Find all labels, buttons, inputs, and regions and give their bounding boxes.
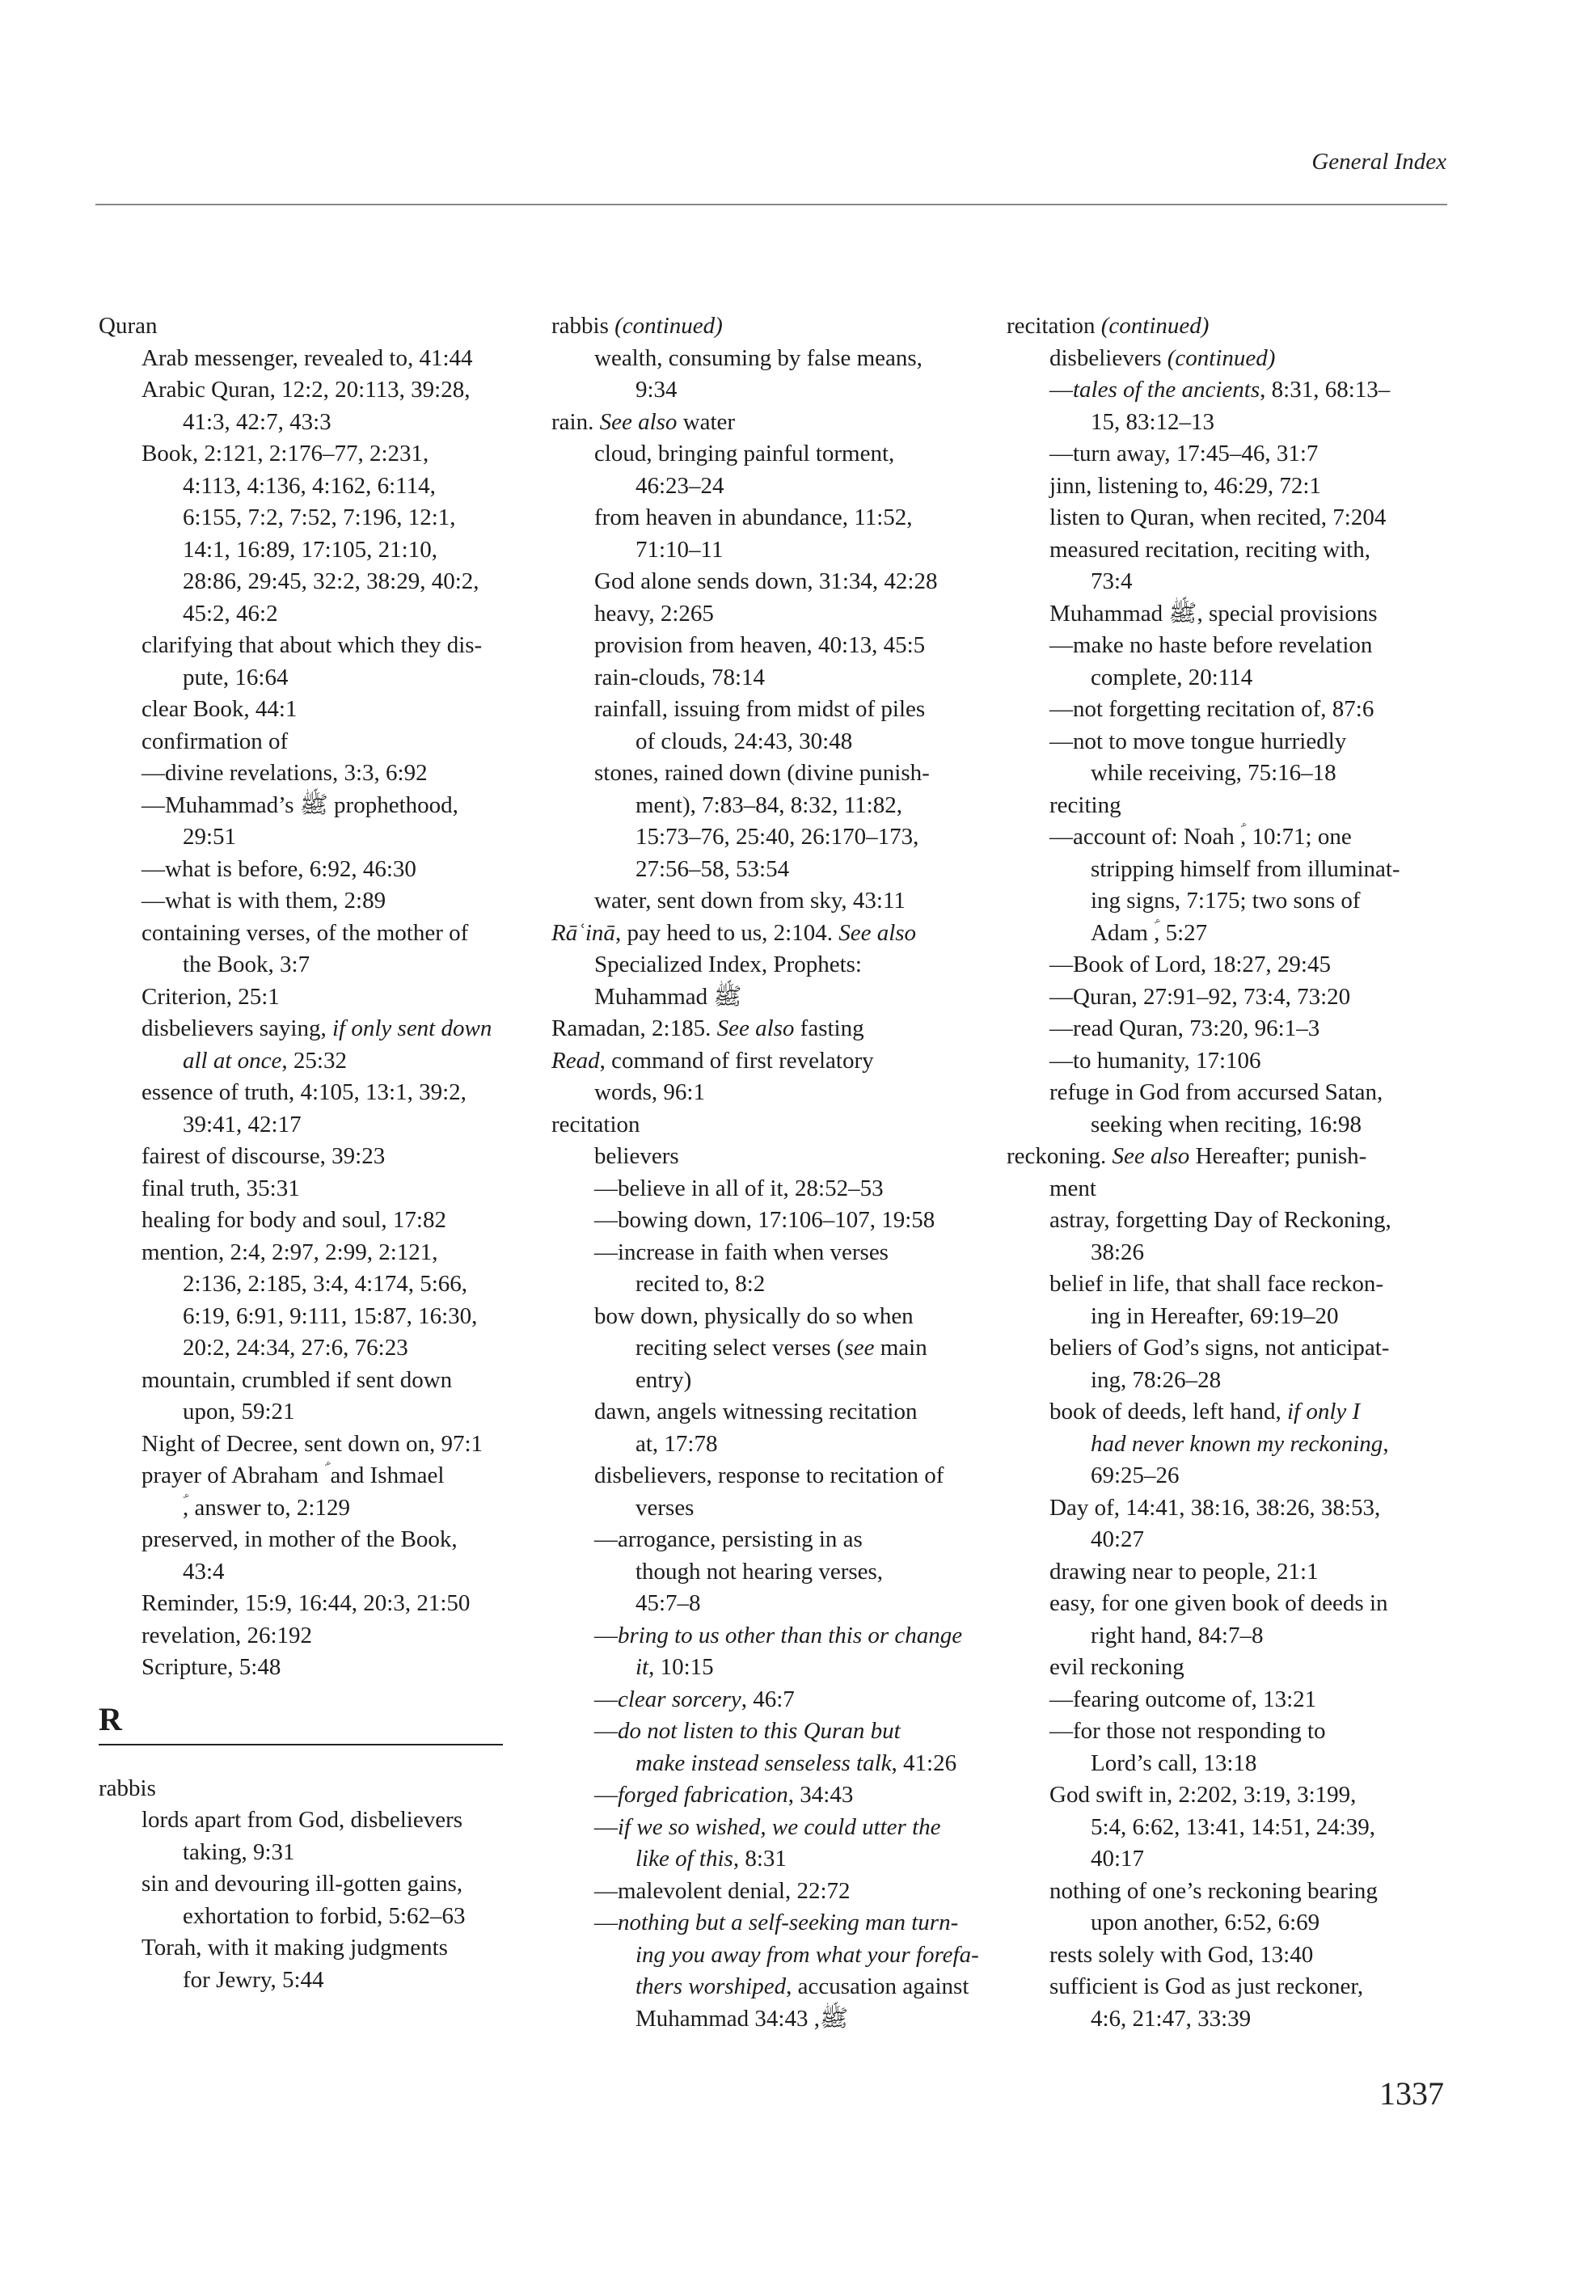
index-entry: 2:136, 2:185, 3:4, 4:174, 5:66, [183, 1271, 468, 1297]
index-entry: the Book, 3:7 [183, 952, 310, 977]
index-entry: —if we so wished, we could utter the [594, 1813, 941, 1840]
index-entry: —not to move tongue hurriedly [1049, 728, 1347, 754]
index-entry: from heaven in abundance, 11:52, [594, 504, 913, 530]
section-heading [99, 1699, 535, 1745]
index-entry: 40:27 [1091, 1526, 1145, 1552]
index-entry: ing signs, 7:175; two sons of [1091, 888, 1361, 914]
index-entry: —nothing but a self-seeking man turn- [594, 1910, 959, 1935]
index-entry: 5:4, 6:62, 13:41, 14:51, 24:39, [1091, 1813, 1376, 1840]
index-entry: Ramadan, 2:185. See also fasting [551, 1015, 864, 1041]
index-entry: rain. See also water [551, 408, 736, 435]
index-entry: —forged fabrication, 34:43 [594, 1782, 854, 1808]
index-entry: Specialized Index, Prophets: [594, 952, 862, 977]
index-entry: —Quran, 27:91–92, 73:4, 73:20 [1049, 983, 1351, 1010]
index-entry: 45:2, 46:2 [183, 600, 278, 627]
index-entry: Rāʿinā, pay heed to us, 2:104. See also [551, 919, 917, 946]
index-entry: bow down, physically do so when [594, 1302, 914, 1329]
index-entry: rain-clouds, 78:14 [594, 664, 766, 690]
index-entry: recitation [551, 1111, 640, 1137]
index-entry: recited to, 8:2 [635, 1271, 766, 1297]
index-entry: fairest of discourse, 39:23 [141, 1143, 386, 1169]
index-entry: God swift in, 2:202, 3:19, 3:199, [1049, 1782, 1357, 1808]
index-entry: 46:23–24 [635, 472, 724, 499]
index-entry: Arab messenger, revealed to, 41:44 [141, 344, 473, 371]
index-entry: 45:7–8 [635, 1590, 701, 1616]
index-entry: —turn away, 17:45–46, 31:7 [1049, 441, 1319, 466]
index-entry: beliers of God’s signs, not anticipat- [1049, 1335, 1390, 1361]
index-entry: ment [1049, 1175, 1096, 1201]
index-entry: disbelievers saying, if only sent down [141, 1015, 492, 1041]
index-entry: easy, for one given book of deeds in [1049, 1590, 1388, 1616]
index-entry: drawing near to people, 21:1 [1049, 1558, 1319, 1585]
index-entry: 39:41, 42:17 [183, 1111, 302, 1137]
index-entry: 6:155, 7:2, 7:52, 7:196, 12:1, [183, 504, 456, 530]
index-entry: reckoning. See also Hereafter; punish- [1007, 1143, 1367, 1169]
index-entry: Night of Decree, sent down on, 97:1 [141, 1430, 483, 1457]
index-entry: believers [594, 1143, 679, 1169]
index-entry: preserved, in mother of the Book, [141, 1526, 458, 1552]
index-entry: containing verses, of the mother of [141, 919, 469, 946]
index-entry: sufficient is God as just reckoner, [1049, 1973, 1364, 1999]
index-entry: 69:25–26 [1091, 1462, 1180, 1488]
index-entry: —make no haste before revelation [1049, 632, 1373, 658]
index-entry: rabbis (continued) [551, 313, 723, 339]
index-entry: —what is with them, 2:89 [141, 888, 386, 914]
index-entry: 43:4 [183, 1558, 225, 1585]
index-entry: book of deeds, left hand, if only I [1049, 1399, 1361, 1424]
index-entry: clarifying that about which they dis- [141, 632, 483, 658]
index-entry: prayer of Abraham ؑ and Ishmael [141, 1462, 445, 1488]
index-entry: rests solely with God, 13:40 [1049, 1941, 1314, 1968]
index-entry: jinn, listening to, 46:29, 72:1 [1049, 472, 1321, 499]
index-column-3 [1007, 310, 1459, 2035]
index-entry: right hand, 84:7–8 [1091, 1622, 1264, 1648]
index-entry: —malevolent denial, 22:72 [594, 1877, 851, 1904]
index-entry: 15:73–76, 25:40, 26:170–173, [635, 824, 919, 850]
index-entry: 28:86, 29:45, 32:2, 38:29, 40:2, [183, 568, 479, 594]
index-entry: disbelievers, response to recitation of [594, 1462, 944, 1488]
index-entry: mountain, crumbled if sent down [141, 1366, 453, 1393]
index-entry: like of this, 8:31 [635, 1846, 787, 1872]
index-entry: essence of truth, 4:105, 13:1, 39:2, [141, 1079, 467, 1105]
index-entry: Lord’s call, 13:18 [1091, 1749, 1257, 1776]
index-entry: 27:56–58, 53:54 [635, 855, 790, 882]
index-entry: exhortation to forbid, 5:62–63 [183, 1902, 466, 1929]
index-entry: 73:4 [1091, 568, 1133, 594]
index-entry: —bring to us other than this or change [594, 1622, 963, 1648]
index-entry: recitation (continued) [1007, 313, 1210, 339]
index-entry: 20:2, 24:34, 27:6, 76:23 [183, 1335, 408, 1361]
index-entry: 38:26 [1091, 1239, 1145, 1265]
index-entry: ing, 78:26–28 [1091, 1366, 1222, 1393]
index-entry: evil reckoning [1049, 1654, 1184, 1680]
index-entry: dawn, angels witnessing recitation [594, 1399, 918, 1424]
running-head: General Index [1311, 149, 1446, 175]
index-entry: ment), 7:83–84, 8:32, 11:82, [635, 791, 902, 818]
index-entry: —do not listen to this Quran but [594, 1718, 901, 1744]
index-entry: —bowing down, 17:106–107, 19:58 [594, 1207, 935, 1233]
section-rule [99, 1744, 503, 1745]
index-entry: ؑ, answer to, 2:129 [183, 1494, 350, 1521]
index-entry: —increase in faith when verses [594, 1239, 889, 1265]
index-entry: stripping himself from illuminat- [1091, 855, 1400, 882]
index-column-2 [551, 310, 988, 2035]
index-entry: 15, 83:12–13 [1091, 408, 1215, 435]
index-entry: Scripture, 5:48 [141, 1654, 281, 1680]
index-entry: Day of, 14:41, 38:16, 38:26, 38:53, [1049, 1494, 1381, 1521]
index-entry: provision from heaven, 40:13, 45:5 [594, 632, 926, 658]
index-entry: —to humanity, 17:106 [1049, 1047, 1261, 1074]
index-entry: entry) [635, 1366, 692, 1393]
index-entry: 41:3, 42:7, 43:3 [183, 408, 331, 435]
page-header [0, 0, 1596, 210]
index-entry: of clouds, 24:43, 30:48 [635, 728, 853, 754]
index-entry: astray, forgetting Day of Reckoning, [1049, 1207, 1391, 1233]
index-entry: Quran [99, 313, 158, 339]
index-entry: it, 10:15 [635, 1654, 714, 1680]
index-entry: Adam ؑ, 5:27 [1091, 919, 1208, 946]
index-entry: nothing of one’s reckoning bearing [1049, 1877, 1378, 1904]
index-entry: sin and devouring ill-gotten gains, [141, 1871, 463, 1897]
index-entry: upon another, 6:52, 6:69 [1091, 1910, 1320, 1935]
index-entry: clear Book, 44:1 [141, 696, 298, 722]
index-entry: —divine revelations, 3:3, 6:92 [141, 760, 428, 786]
index-entry: wealth, consuming by false means, [594, 344, 923, 371]
index-entry: rabbis [99, 1775, 156, 1801]
index-entry: taking, 9:31 [183, 1838, 295, 1865]
index-entry: —read Quran, 73:20, 96:1–3 [1049, 1015, 1320, 1041]
index-entry: Arabic Quran, 12:2, 20:113, 39:28, [141, 377, 471, 403]
index-entry: final truth, 35:31 [141, 1175, 300, 1201]
page-number: 1337 [1379, 2075, 1444, 2112]
index-entry: mention, 2:4, 2:97, 2:99, 2:121, [141, 1239, 438, 1265]
index-entry: lords apart from God, disbelievers [141, 1807, 463, 1833]
index-entry: 6:19, 6:91, 9:111, 15:87, 16:30, [183, 1302, 478, 1329]
index-entry: upon, 59:21 [183, 1399, 295, 1424]
index-entry: complete, 20:114 [1091, 664, 1253, 690]
index-entry: measured recitation, reciting with, [1049, 536, 1370, 563]
index-entry: Read, command of first revelatory [551, 1047, 874, 1074]
index-entry: seeking when reciting, 16:98 [1091, 1111, 1362, 1137]
header-rule [95, 204, 1447, 205]
index-entry: cloud, bringing painful torment, [594, 441, 895, 466]
index-column-1 [99, 310, 535, 1996]
index-entry: Muhammad ﷺ [594, 983, 742, 1010]
index-entry: —not forgetting recitation of, 87:6 [1049, 696, 1374, 722]
index-entry: disbelievers (continued) [1049, 344, 1276, 371]
index-entry: —account of: Noah ؑ, 10:71; one [1049, 824, 1352, 850]
index-entry: verses [635, 1494, 695, 1521]
index-entry: make instead senseless talk, 41:26 [635, 1749, 957, 1776]
index-entry: revelation, 26:192 [141, 1622, 313, 1648]
index-entry: confirmation of [141, 728, 289, 754]
index-entry: —tales of the ancients, 8:31, 68:13– [1049, 377, 1391, 403]
index-entry: —clear sorcery, 46:7 [594, 1686, 795, 1712]
index-entry: water, sent down from sky, 43:11 [594, 888, 906, 914]
index-entry: —believe in all of it, 28:52–53 [594, 1175, 884, 1201]
index-entry: —what is before, 6:92, 46:30 [141, 855, 416, 882]
index-entry: Reminder, 15:9, 16:44, 20:3, 21:50 [141, 1590, 471, 1616]
index-entry: had never known my reckoning, [1091, 1430, 1389, 1457]
index-entry: 29:51 [183, 824, 237, 850]
section-letter: R [99, 1700, 122, 1737]
index-entry: pute, 16:64 [183, 664, 289, 690]
index-entry: healing for body and soul, 17:82 [141, 1207, 446, 1233]
index-entry: at, 17:78 [635, 1430, 718, 1457]
index-entry: God alone sends down, 31:34, 42:28 [594, 568, 938, 594]
index-entry: 71:10–11 [635, 536, 724, 563]
index-entry: refuge in God from accursed Satan, [1049, 1079, 1383, 1105]
index-entry: Muhammad ﷺ, 34:43 [635, 2005, 849, 2032]
index-entry: stones, rained down (divine punish- [594, 760, 930, 786]
index-entry: ing you away from what your forefa- [635, 1941, 979, 1968]
index-entry: —fearing outcome of, 13:21 [1049, 1686, 1317, 1712]
index-entry: for Jewry, 5:44 [183, 1966, 324, 1993]
index-entry: all at once, 25:32 [183, 1047, 347, 1074]
index-entry: Criterion, 25:1 [141, 983, 280, 1010]
index-entry: belief in life, that shall face reckon- [1049, 1271, 1384, 1297]
index-entry: 4:6, 21:47, 33:39 [1091, 2005, 1252, 2032]
index-entry: —Muhammad’s ﷺ prophethood, [141, 791, 458, 818]
index-entry: 40:17 [1091, 1846, 1145, 1872]
index-entry: while receiving, 75:16–18 [1091, 760, 1336, 786]
index-entry: reciting [1049, 791, 1121, 818]
index-entry: rainfall, issuing from midst of piles [594, 696, 926, 722]
index-entry: heavy, 2:265 [594, 600, 714, 627]
index-entry: Torah, with it making judgments [141, 1935, 448, 1960]
index-entry: —arrogance, persisting in as [594, 1526, 863, 1552]
index-entry: —Book of Lord, 18:27, 29:45 [1049, 952, 1331, 977]
index-entry: listen to Quran, when recited, 7:204 [1049, 504, 1387, 530]
index-entry: words, 96:1 [594, 1079, 705, 1105]
index-entry: ing in Hereafter, 69:19–20 [1091, 1302, 1339, 1329]
index-entry: reciting select verses (see main [635, 1335, 927, 1361]
index-entry: Book, 2:121, 2:176–77, 2:231, [141, 441, 429, 466]
index-entry: —for those not responding to [1049, 1718, 1326, 1744]
index-entry: though not hearing verses, [635, 1558, 884, 1585]
index-entry: 4:113, 4:136, 4:162, 6:114, [183, 472, 436, 499]
index-entry: Muhammad ﷺ, special provisions [1049, 600, 1378, 627]
index-entry: 9:34 [635, 377, 678, 403]
index-entry: 14:1, 16:89, 17:105, 21:10, [183, 536, 437, 563]
index-entry: thers worshiped, accusation against [635, 1973, 969, 1999]
